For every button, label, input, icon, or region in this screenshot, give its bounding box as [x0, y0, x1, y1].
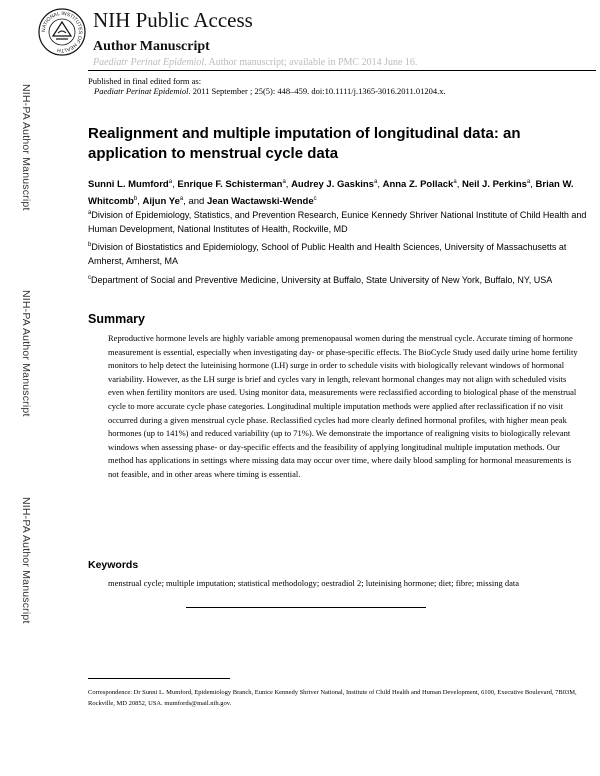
- sidebar-label-3: NIH-PA Author Manuscript: [20, 497, 32, 624]
- footnote-divider: [88, 678, 230, 679]
- affiliation-c: $^c$Department of Social and Preventive Medicine, University at Buffalo, State University of New York, Buffalo, NY, USA: [88, 275, 553, 285]
- summary-heading: Summary: [88, 312, 145, 326]
- header-divider: [88, 70, 596, 71]
- author-3: Audrey J. Gaskins$^a$,: [291, 179, 383, 191]
- publication-citation: [94, 86, 446, 96]
- nih-seal-logo: [38, 8, 86, 56]
- published-label: Published in final edited form as:: [88, 76, 202, 86]
- author-5: Neil J. Perkins$^a$,: [461, 179, 536, 191]
- and-word: and: [188, 196, 205, 208]
- availability-text: . Author manuscript; available in PMC 2014 June 16.: [204, 57, 418, 68]
- keywords-divider: [186, 607, 426, 608]
- sidebar-label-1: NIH-PA Author Manuscript: [20, 84, 32, 211]
- author-8: Jean Wactawski-Wende$^c$: [206, 196, 317, 208]
- journal-abbrev: Paediatr Perinat Epidemiol: [93, 57, 205, 68]
- citation-journal: Paediatr Perinat Epidemiol: [94, 86, 189, 96]
- keywords-text: menstrual cycle; multiple imputation; statistical methodology; oestradiol 2; luteinising hormone; diet; fibre; missing data: [108, 578, 519, 588]
- author-2: Enrique F. Schisterman$^a$,: [177, 179, 292, 191]
- affiliation-a: $^a$Division of Epidemiology, Statistics, and Prevention Research, Eunice Kennedy Shriver National Institute of Child Health and Human Development, National Institutes of Health, Rockville, MD: [88, 210, 587, 234]
- author-4: Anna Z. Pollack$^a$,: [382, 179, 462, 191]
- sidebar-label-2: NIH-PA Author Manuscript: [20, 290, 32, 417]
- author-7: Aijun Ye$^a$,: [142, 196, 189, 208]
- nih-public-access-title: NIH Public Access: [93, 8, 253, 32]
- journal-availability-line: [93, 57, 417, 69]
- author-manuscript-label: Author Manuscript: [93, 39, 210, 54]
- keywords-heading: Keywords: [88, 559, 139, 571]
- article-title: Realignment and multiple imputation of longitudinal data: an application to menstrual cycle data: [88, 125, 521, 162]
- affiliation-b: $^b$Division of Biostatistics and Epidemiology, School of Public Health and Health Sciences, University of Massachusetts at Amherst, Amherst, MA: [88, 242, 567, 266]
- svg-text:NATIONAL INSTITUTES OF HEALTH: NATIONAL INSTITUTES OF HEALTH: [40, 10, 84, 54]
- author-list: [88, 175, 588, 209]
- author-1: Sunni L. Mumford$^a$,: [88, 179, 178, 191]
- author-6: Brian W. Whitcomb$^b$,: [88, 179, 574, 208]
- correspondence-footnote: Correspondence: Dr Sunni L. Mumford, Epidemiology Branch, Eunice Kennedy Shriver National, Institute of Child Health and Human Development, 6100, Executive Boulevard, 7B03M, Rockville, MD 20852, USA. mumfords@mail.nih.gov.: [88, 689, 577, 707]
- summary-text: Reproductive hormone levels are highly variable among premenopausal women during the menstrual cycle. Accurate timing of hormone measurement is essential, especially when investigating day- or phase-specific effects. The BioCycle Study used daily urine home fertility monitors to help detect the luteinising hormone (LH) surge in order to schedule visits with biologically relevant windows of hormonal variability. However, as the LH surge is brief and cycles vary in length, relevant hormonal changes may not align with scheduled visits even when fertility monitors are used. Using monitor data, measurements were reclassified according to biological phase of the menstrual cycle to more accurate cycle phase categories. Longitudinal multiple imputation methods were applied after reclassification if no visit occurred during a given menstrual cycle phase. Reclassified cycles had more clearly defined hormonal profiles, with higher mean peak hormones (up to 141%) and reduced variability (up to 71%). We demonstrate the importance of realigning visits to biologically relevant windows when assessing phase- or day-specific effects and the feasibility of applying longitudinal multiple imputation methods. Our method has applications in settings where missing data may occur over time, where daily blood sampling for hormonal measurements is not feasible, and in other areas where timing is essential.: [108, 333, 578, 479]
- citation-details: . 2011 September ; 25(5): 448–459. doi:10.1111/j.1365-3016.2011.01204.x.: [188, 86, 446, 96]
